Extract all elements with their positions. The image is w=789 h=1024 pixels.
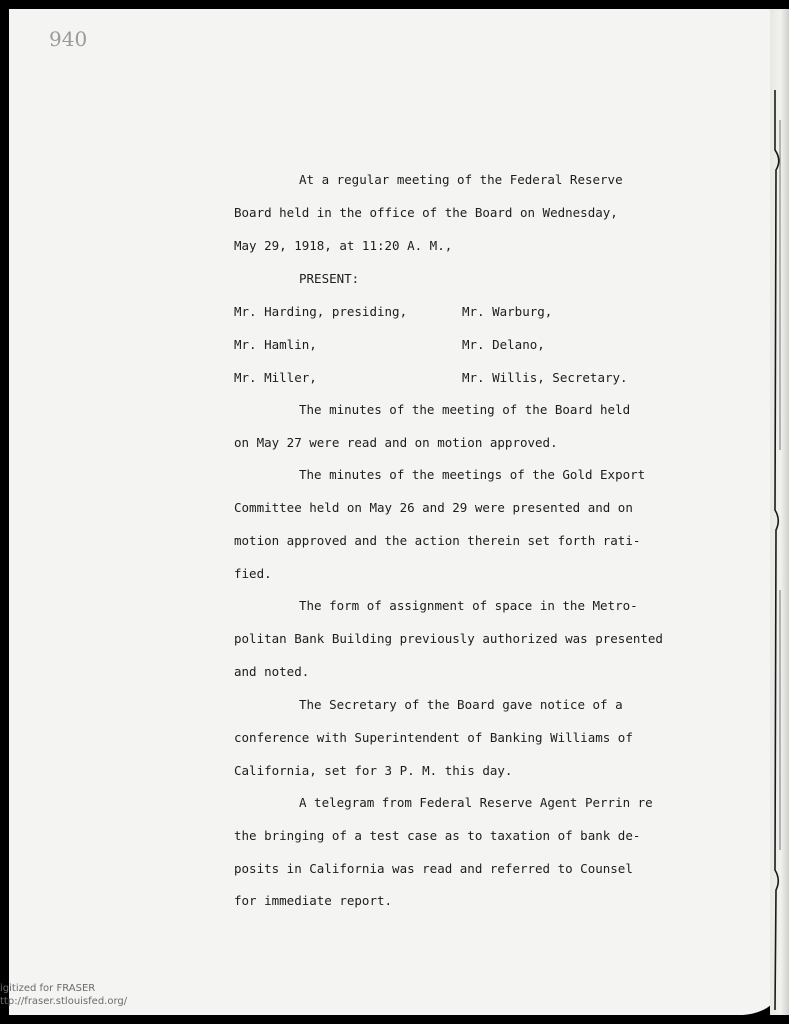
watermark-line-1: igitized for FRASER xyxy=(0,983,96,994)
attendee-left-2: Mr. Hamlin, xyxy=(234,337,317,352)
paragraph-3-line-2: Committee held on May 26 and 29 were presented and on xyxy=(234,500,633,515)
attendee-right-1: Mr. Warburg, xyxy=(462,304,553,319)
paragraph-3-line-3: motion approved and the action therein set forth rati- xyxy=(234,533,641,548)
paragraph-4-line-3: and noted. xyxy=(234,664,310,679)
attendee-right-3: Mr. Willis, Secretary. xyxy=(462,370,628,385)
paragraph-4-line-2: politan Bank Building previously authorized was presented xyxy=(234,631,663,646)
paragraph-6-line-4: for immediate report. xyxy=(234,893,393,908)
paragraph-4-line-1: The form of assignment of space in the Metro- xyxy=(299,598,638,613)
paragraph-6-line-1: A telegram from Federal Reserve Agent Perrin re xyxy=(299,795,653,810)
paragraph-1-line-1: At a regular meeting of the Federal Reserve xyxy=(299,172,623,187)
paragraph-5-line-2: conference with Superintendent of Banking Williams of xyxy=(234,730,633,745)
present-heading: PRESENT: xyxy=(299,271,360,286)
paragraph-3-line-1: The minutes of the meetings of the Gold Export xyxy=(299,467,646,482)
paragraph-2-line-2: on May 27 were read and on motion approved. xyxy=(234,435,558,450)
paragraph-6-line-3: posits in California was read and referred to Counsel xyxy=(234,861,633,876)
paragraph-5-line-3: California, set for 3 P. M. this day. xyxy=(234,763,513,778)
paragraph-6-line-2: the bringing of a test case as to taxation of bank de- xyxy=(234,828,641,843)
paragraph-2-line-1: The minutes of the meeting of the Board held xyxy=(299,402,631,417)
attendee-left-1: Mr. Harding, presiding, xyxy=(234,304,408,319)
paragraph-3-line-4: fied. xyxy=(234,566,272,581)
fraser-watermark xyxy=(0,982,127,1008)
paragraph-5-line-1: The Secretary of the Board gave notice of a xyxy=(299,697,623,712)
attendee-right-2: Mr. Delano, xyxy=(462,337,545,352)
paragraph-1-line-2: Board held in the office of the Board on Wednesday, xyxy=(234,205,618,220)
page-number: 940 xyxy=(49,27,88,51)
paragraph-1-line-3: May 29, 1918, at 11:20 A. M., xyxy=(234,238,453,253)
watermark-line-2[interactable]: ttp://fraser.stlouisfed.org/ xyxy=(0,996,128,1007)
binding-edge-icon xyxy=(772,90,786,1010)
attendee-left-3: Mr. Miller, xyxy=(234,370,317,385)
